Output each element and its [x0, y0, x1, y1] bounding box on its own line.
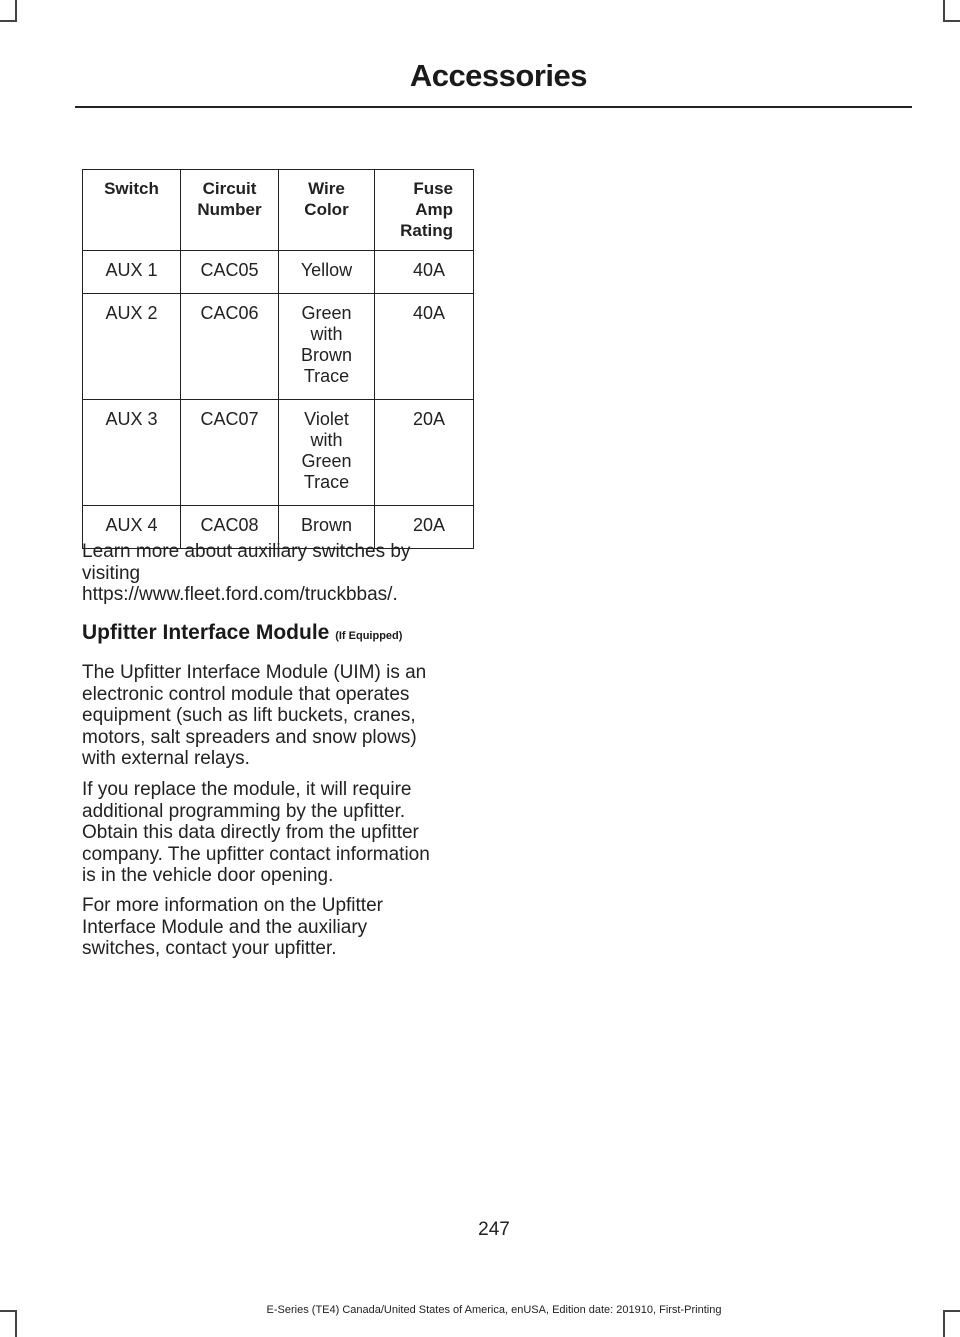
- table-row: [83, 400, 474, 506]
- cell-fuse: 20A: [375, 400, 474, 506]
- cell-switch: AUX 3: [83, 400, 181, 506]
- header-wire-color: Wire Color: [279, 170, 375, 251]
- cell-wire-color: Green with Brown Trace: [279, 294, 375, 400]
- header-fuse-amp-rating: Fuse Amp Rating: [375, 170, 474, 251]
- header-circuit-number: Circuit Number: [181, 170, 279, 251]
- table-row: [83, 251, 474, 294]
- table-row: [83, 294, 474, 400]
- cell-fuse: 40A: [375, 251, 474, 294]
- cell-wire-color: Yellow: [279, 251, 375, 294]
- cell-circuit: CAC08: [181, 506, 279, 549]
- uim-heading: Upfitter Interface Module (If Equipped): [82, 621, 403, 644]
- crop-mark: [943, 0, 945, 20]
- crop-mark: [0, 20, 17, 22]
- table-header-row: [83, 170, 474, 251]
- header-switch: Switch: [83, 170, 181, 251]
- header-rule: [75, 106, 912, 108]
- cell-switch: AUX 4: [83, 506, 181, 549]
- uim-description-paragraph: The Upfitter Interface Module (UIM) is an electronic control module that operates equipment (such as lift buckets, cranes, motors, salt spreaders and snow plows) with external relays.: [82, 662, 427, 769]
- crop-mark: [943, 20, 960, 22]
- if-equipped-qualifier: (If Equipped): [335, 630, 403, 642]
- cell-switch: AUX 2: [83, 294, 181, 400]
- cell-wire-color: Violet with Green Trace: [279, 400, 375, 506]
- cell-circuit: CAC05: [181, 251, 279, 294]
- cell-fuse: 40A: [375, 294, 474, 400]
- uim-replacement-paragraph: If you replace the module, it will require additional programming by the upfitter. Obtain this data directly from the upfitter company. The upfitter contact information is in the vehicle door opening.: [82, 779, 430, 886]
- cell-switch: AUX 1: [83, 251, 181, 294]
- uim-contact-paragraph: For more information on the Upfitter Interface Module and the auxiliary switches, contact your upfitter.: [82, 895, 383, 959]
- cell-circuit: CAC06: [181, 294, 279, 400]
- crop-mark: [15, 0, 17, 20]
- cell-fuse: 20A: [375, 506, 474, 549]
- aux-switch-info-paragraph: Learn more about auxiliary switches by visiting https://www.fleet.ford.com/truckbbas/.: [82, 541, 477, 606]
- cell-circuit: CAC07: [181, 400, 279, 506]
- edition-footer: E-Series (TE4) Canada/United States of America, enUSA, Edition date: 201910, First-Printing: [266, 1304, 722, 1316]
- section-title: Accessories: [409, 58, 587, 93]
- page-number: 247: [478, 1219, 510, 1240]
- fleet-url-link[interactable]: https://www.fleet.ford.com/truckbbas/.: [82, 584, 398, 605]
- aux-switch-table: [82, 169, 474, 549]
- cell-wire-color: Brown: [279, 506, 375, 549]
